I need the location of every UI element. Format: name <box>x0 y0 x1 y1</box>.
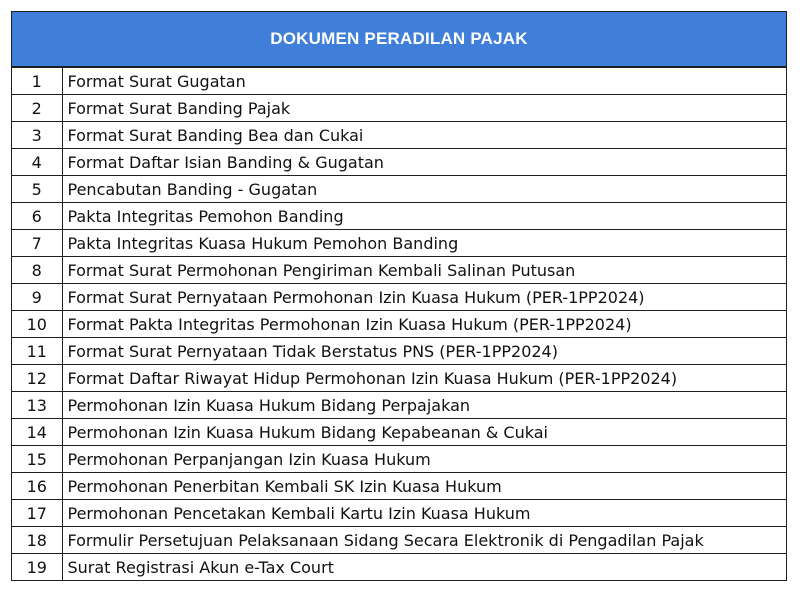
document-link[interactable]: Format Surat Gugatan <box>62 68 786 95</box>
row-number: 8 <box>12 257 62 284</box>
table-title-bar <box>12 12 786 68</box>
table-row[interactable] <box>12 392 786 419</box>
document-table-body <box>12 68 786 580</box>
row-number: 11 <box>12 338 62 365</box>
row-number: 16 <box>12 473 62 500</box>
document-link[interactable]: Pakta Integritas Pemohon Banding <box>62 203 786 230</box>
table-row[interactable] <box>12 149 786 176</box>
row-number: 13 <box>12 392 62 419</box>
document-list-panel <box>11 11 787 581</box>
document-link[interactable]: Permohonan Pencetakan Kembali Kartu Izin Kuasa Hukum <box>62 500 786 527</box>
document-link[interactable]: Permohonan Penerbitan Kembali SK Izin Kuasa Hukum <box>62 473 786 500</box>
document-link[interactable]: Permohonan Perpanjangan Izin Kuasa Hukum <box>62 446 786 473</box>
row-number: 5 <box>12 176 62 203</box>
row-number: 4 <box>12 149 62 176</box>
table-row[interactable] <box>12 473 786 500</box>
row-number: 3 <box>12 122 62 149</box>
row-number: 7 <box>12 230 62 257</box>
table-row[interactable] <box>12 446 786 473</box>
table-row[interactable] <box>12 527 786 554</box>
row-number: 9 <box>12 284 62 311</box>
table-row[interactable] <box>12 230 786 257</box>
document-link[interactable]: Permohonan Izin Kuasa Hukum Bidang Perpajakan <box>62 392 786 419</box>
table-row[interactable] <box>12 95 786 122</box>
table-row[interactable] <box>12 500 786 527</box>
table-row[interactable] <box>12 554 786 581</box>
row-number: 17 <box>12 500 62 527</box>
document-link[interactable]: Format Surat Pernyataan Tidak Berstatus PNS (PER-1PP2024) <box>62 338 786 365</box>
row-number: 12 <box>12 365 62 392</box>
document-link[interactable]: Format Surat Permohonan Pengiriman Kembali Salinan Putusan <box>62 257 786 284</box>
table-row[interactable] <box>12 338 786 365</box>
table-row[interactable] <box>12 311 786 338</box>
row-number: 10 <box>12 311 62 338</box>
table-row[interactable] <box>12 176 786 203</box>
document-link[interactable]: Format Surat Banding Pajak <box>62 95 786 122</box>
table-row[interactable] <box>12 257 786 284</box>
table-row[interactable] <box>12 284 786 311</box>
table-row[interactable] <box>12 365 786 392</box>
row-number: 15 <box>12 446 62 473</box>
table-row[interactable] <box>12 122 786 149</box>
row-number: 18 <box>12 527 62 554</box>
table-title: DOKUMEN PERADILAN PAJAK <box>270 29 528 48</box>
document-link[interactable]: Pakta Integritas Kuasa Hukum Pemohon Banding <box>62 230 786 257</box>
row-number: 2 <box>12 95 62 122</box>
document-link[interactable]: Format Surat Banding Bea dan Cukai <box>62 122 786 149</box>
document-link[interactable]: Format Daftar Riwayat Hidup Permohonan Izin Kuasa Hukum (PER-1PP2024) <box>62 365 786 392</box>
row-number: 1 <box>12 68 62 95</box>
table-row[interactable] <box>12 203 786 230</box>
row-number: 19 <box>12 554 62 581</box>
document-table <box>12 68 786 580</box>
document-link[interactable]: Permohonan Izin Kuasa Hukum Bidang Kepabeanan & Cukai <box>62 419 786 446</box>
document-link[interactable]: Format Pakta Integritas Permohonan Izin Kuasa Hukum (PER-1PP2024) <box>62 311 786 338</box>
row-number: 14 <box>12 419 62 446</box>
document-link[interactable]: Pencabutan Banding - Gugatan <box>62 176 786 203</box>
table-row[interactable] <box>12 419 786 446</box>
document-link[interactable]: Formulir Persetujuan Pelaksanaan Sidang Secara Elektronik di Pengadilan Pajak <box>62 527 786 554</box>
row-number: 6 <box>12 203 62 230</box>
document-link[interactable]: Format Surat Pernyataan Permohonan Izin Kuasa Hukum (PER-1PP2024) <box>62 284 786 311</box>
document-link[interactable]: Surat Registrasi Akun e-Tax Court <box>62 554 786 581</box>
table-row[interactable] <box>12 68 786 95</box>
document-link[interactable]: Format Daftar Isian Banding & Gugatan <box>62 149 786 176</box>
